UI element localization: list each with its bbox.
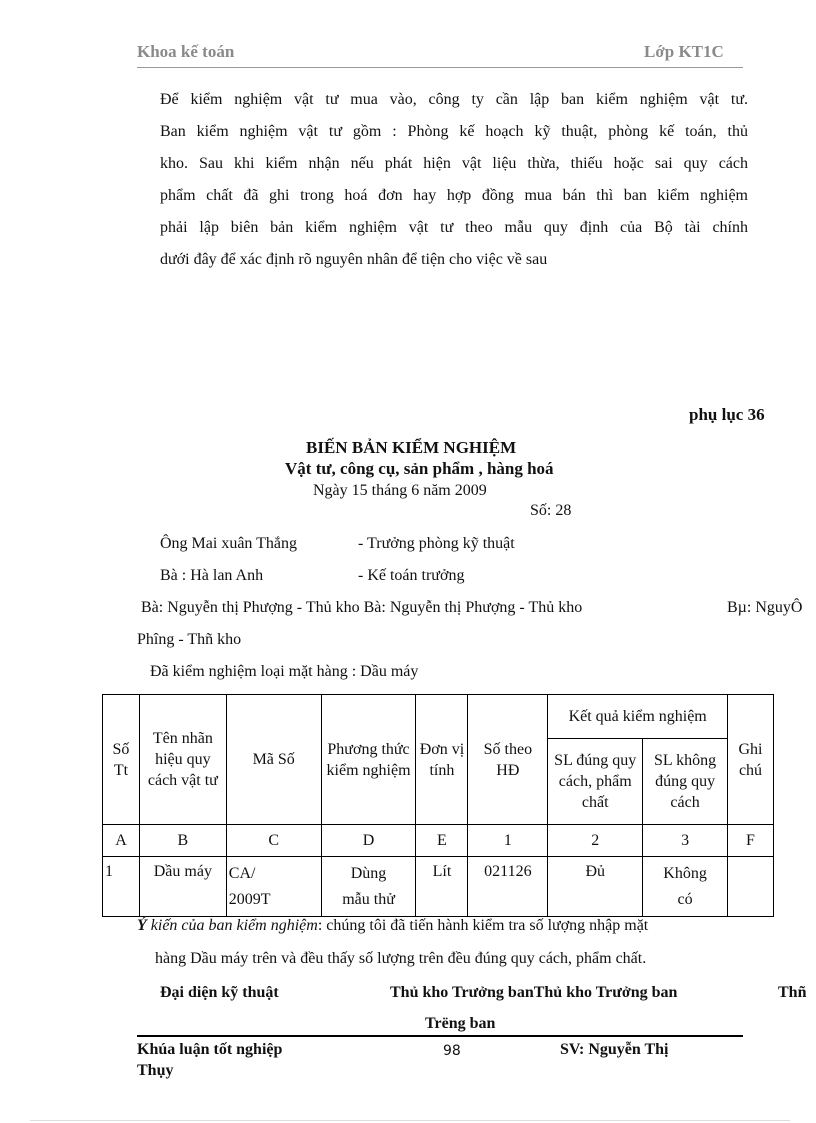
member-role: - Trưởng phòng kỹ thuật <box>358 535 515 552</box>
col-header-qty-ok: SL đúng quy cách, phẩm chất <box>548 739 643 825</box>
intro-line: dưới đây để xác định rõ nguyên nhân để tiện cho việc về sau <box>160 251 548 268</box>
cell-note <box>728 857 774 917</box>
footer-student: SV: Nguyễn Thị <box>560 1041 669 1058</box>
header-divider <box>137 67 743 68</box>
doc-date: Ngày 15 tháng 6 năm 2009 <box>313 482 487 499</box>
code-cell: E <box>416 825 468 857</box>
page-number: 98 <box>443 1043 461 1059</box>
cell-qty-not-ok-line: có <box>677 891 693 908</box>
header-department: Khoa kế toán <box>137 42 235 61</box>
cell-method-line: mẫu thử <box>342 891 395 908</box>
intro-line: Ban kiểm nghiệm vật tư gồm : Phòng kế hoạch kỹ thuật, phòng kế toán, thủ <box>160 123 748 140</box>
footer-thesis: Khúa luận tốt nghiệp <box>137 1041 283 1058</box>
cell-qty-not-ok-line: Không <box>663 865 707 882</box>
code-cell: D <box>321 825 416 857</box>
col-header-name: Tên nhãn hiệu quy cách vật tư <box>139 695 226 825</box>
intro-line: phải lập biên bản kiểm nghiệm vật tư theo mẫu quy định của Bộ tài chính <box>160 219 748 236</box>
code-cell: B <box>139 825 226 857</box>
table-row <box>103 857 774 917</box>
code-cell: A <box>103 825 140 857</box>
col-header-code: Mã Số <box>226 695 321 825</box>
cell-stt: 1 <box>103 857 140 917</box>
cell-code-line: 2009T <box>228 891 271 908</box>
intro-line: kho. Sau khi kiểm nhận nếu phát hiện vật liệu thừa, thiếu hoặc sai quy cách <box>160 155 748 172</box>
signature-technical: Đại diện kỹ thuật <box>160 984 279 1001</box>
signature-storekeeper: Thủ kho Trưởng banThủ kho Trưởng ban <box>390 984 678 1001</box>
doc-subtitle: Vật tư, công cụ, sản phẩm , hàng hoá <box>285 459 554 478</box>
signature-head: Trëng ban <box>425 1015 496 1032</box>
doc-number: Số: 28 <box>530 502 572 519</box>
member-name: Ông Mai xuân Thắng <box>160 535 298 552</box>
code-cell: F <box>728 825 774 857</box>
footer-divider <box>137 1035 743 1037</box>
appendix-label: phụ lục 36 <box>689 405 765 424</box>
opinion-label-first: Ý <box>137 917 147 934</box>
member-line: Phîng - Thñ kho <box>137 631 242 648</box>
code-cell: 3 <box>643 825 728 857</box>
col-header-invoice-qty: Số theo HĐ <box>468 695 548 825</box>
cell-qty-ok: Đủ <box>548 857 643 917</box>
cell-unit: Lít <box>416 857 468 917</box>
intro-line: Để kiểm nghiệm vật tư mua vào, công ty cần lập ban kiểm nghiệm vật tư. <box>160 91 748 108</box>
cell-code <box>226 857 321 917</box>
opinion-label: kiến của ban kiểm nghiệm <box>146 917 318 934</box>
inspection-table <box>102 694 774 917</box>
intro-paragraph <box>160 84 748 276</box>
opinion-line <box>137 917 648 935</box>
col-header-method: Phương thức kiểm nghiệm <box>321 695 416 825</box>
member-name: Bà : Hà lan Anh <box>160 567 264 584</box>
cell-qty-not-ok <box>643 857 728 917</box>
code-cell: 2 <box>548 825 643 857</box>
cell-code-line: CA/ <box>228 865 256 882</box>
opinion-text: : chúng tôi đã tiến hành kiểm tra số lượng nhập mặt <box>317 917 649 934</box>
intro-line: phẩm chất đã ghi trong hoá đơn hay hợp đồng mua bán thì ban kiểm nghiệm <box>160 187 748 204</box>
member-role: - Kế toán trưởng <box>358 567 465 584</box>
col-header-result: Kết quả kiểm nghiệm <box>548 695 728 739</box>
doc-title: BIẾN BẢN KIỂM NGHIỆM <box>306 438 517 457</box>
footer-thesis-continued: Thụy <box>137 1062 174 1079</box>
member-line: Bà: Nguyễn thị Phượng - Thủ kho Bà: Nguyễn thị Phượng - Thủ kho <box>141 599 583 616</box>
member-garbled: Bµ: NguyÔ <box>727 599 803 616</box>
cell-invoice-qty: 021126 <box>468 857 548 917</box>
page-bottom-edge <box>30 1120 790 1121</box>
signature-garbled: Thñ <box>778 984 807 1001</box>
col-header-stt: Số Tt <box>103 695 140 825</box>
code-cell: C <box>226 825 321 857</box>
opinion-text-continued: hàng Dầu máy trên và đều thấy số lượng trên đều đúng quy cách, phẩm chất. <box>155 950 647 967</box>
inspected-item: Đã kiểm nghiệm loại mặt hàng : Dầu máy <box>150 663 419 680</box>
col-header-qty-not-ok: SL không đúng quy cách <box>643 739 728 825</box>
cell-name: Dầu máy <box>139 857 226 917</box>
cell-method-line: Dùng <box>350 865 387 882</box>
header-class: Lớp KT1C <box>644 42 724 61</box>
code-cell: 1 <box>468 825 548 857</box>
col-header-note: Ghi chú <box>728 695 774 825</box>
col-header-unit: Đơn vị tính <box>416 695 468 825</box>
cell-method <box>321 857 416 917</box>
